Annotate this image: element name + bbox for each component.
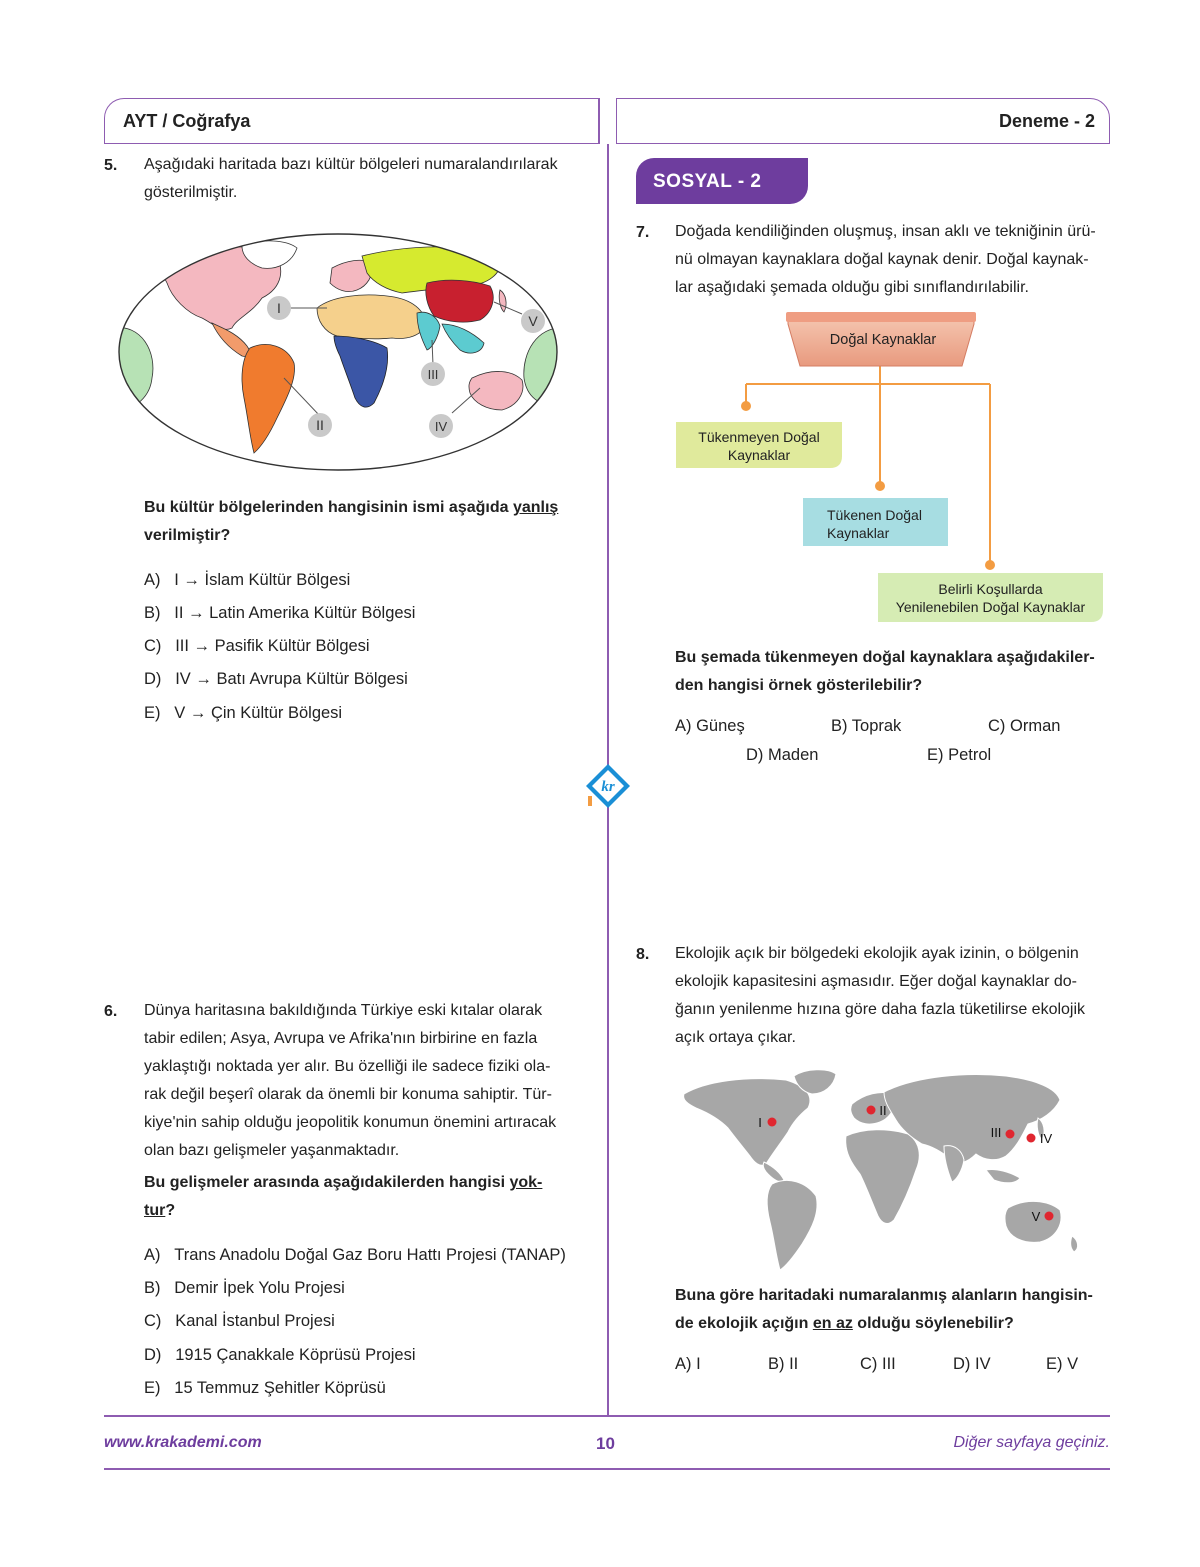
q6-option-c[interactable] — [144, 1312, 335, 1331]
q5-map-label: V — [528, 313, 538, 329]
q5-map-label: I — [277, 300, 281, 316]
q8-map-label: IV — [1039, 1131, 1053, 1146]
q6-question-underlined: yok- — [509, 1174, 543, 1191]
q8-text-line: açık ortaya çıkar. — [675, 1029, 796, 1046]
publisher-logo-text: kr — [601, 779, 615, 795]
header-exam-title: Deneme - 2 — [998, 111, 1095, 131]
q5-option-letter: A) — [144, 571, 161, 589]
q5-option-letter: D) — [144, 670, 162, 688]
footer-top-rule — [104, 1415, 1110, 1417]
q8-map-label: II — [879, 1103, 887, 1118]
q5-option-letter: C) — [144, 637, 162, 655]
q6-option-text: Demir İpek Yolu Projesi — [174, 1279, 345, 1297]
q8-text-line: ğanın yenilenme hızına göre daha fazla tüketilirse ekolojik — [675, 1001, 1086, 1018]
q6-option-text: Trans Anadolu Doğal Gaz Boru Hattı Projesi (TANAP) — [174, 1246, 566, 1264]
q8-option-e[interactable]: E) V — [1046, 1355, 1079, 1373]
q6-question-underlined: tur — [144, 1202, 166, 1219]
q5-question — [144, 494, 584, 550]
section-badge: SOSYAL - 2 — [636, 158, 808, 204]
q6-option-letter: A) — [144, 1246, 161, 1264]
q5-number: 5. — [104, 157, 118, 174]
q6-option-letter: B) — [144, 1279, 161, 1297]
q8-map-label: I — [758, 1115, 762, 1130]
q7-option-e[interactable]: E) Petrol — [927, 746, 992, 764]
q5-question-underlined: yanlış — [512, 499, 559, 516]
q5-option-text: I → İslam Kültür Bölgesi — [174, 571, 351, 589]
footer-page-number: 10 — [596, 1434, 615, 1453]
q6-option-d[interactable] — [144, 1346, 416, 1365]
q5-text-line: Aşağıdaki haritada bazı kültür bölgeleri numaralandırılarak — [144, 156, 558, 173]
q6-text-line: rak değil beşerî olarak da önemli bir konuma sahiptir. Tür- — [144, 1086, 552, 1103]
q5-map-marker-III — [421, 362, 445, 386]
q5-map-marker-II — [308, 413, 332, 437]
q8-option-b[interactable]: B) II — [768, 1355, 799, 1373]
q8-question-part: de ekolojik açığın — [675, 1315, 813, 1332]
footer-bottom-rule — [104, 1468, 1110, 1470]
q5-question-part: verilmiştir? — [144, 527, 231, 544]
q7-text-line: Doğada kendiliğinden oluşmuş, insan aklı ve tekniğinin ürü- — [675, 223, 1096, 240]
q7-node-line: Kaynaklar — [727, 447, 791, 463]
q6-question-part: ? — [165, 1202, 176, 1219]
q5-map-marker-I — [267, 296, 291, 320]
q7-text-line: nü olmayan kaynaklara doğal kaynak denir. Doğal kaynak- — [675, 251, 1089, 268]
header-left-box — [104, 98, 600, 144]
q7-node-root: Doğal Kaynaklar — [829, 332, 937, 348]
q5-map-marker-IV — [429, 414, 453, 438]
q6-text-line: kiye'nin sahip olduğu jeopolitik konumun önemini artıracak — [144, 1114, 557, 1131]
q7-text — [675, 218, 1111, 302]
q6-option-b[interactable] — [144, 1279, 345, 1298]
q5-option-b[interactable] — [144, 604, 415, 623]
q7-option-c[interactable]: C) Orman — [988, 717, 1061, 735]
q7-question-line: Bu şemada tükenmeyen doğal kaynaklara aşağıdakiler- — [675, 649, 1095, 666]
q5-option-letter: E) — [144, 704, 161, 722]
q8-question-part: olduğu söylenebilir? — [852, 1315, 1014, 1332]
q5-map-label: IV — [434, 419, 448, 434]
q5-option-text: II → Latin Amerika Kültür Bölgesi — [174, 604, 416, 622]
footer-next-page: Diğer sayfaya geçiniz. — [953, 1434, 1110, 1451]
header-left-cap — [598, 98, 600, 144]
q6-text-line: olan bazı gelişmeler yaşanmaktadır. — [144, 1142, 400, 1159]
q7-number: 7. — [636, 224, 650, 241]
q8-text-line: ekolojik kapasitesini aşmasıdır. Eğer doğal kaynaklar do- — [675, 973, 1077, 990]
q8-question-underlined: en az — [812, 1315, 853, 1332]
q6-number: 6. — [104, 1003, 118, 1020]
q5-option-text: V → Çin Kültür Bölgesi — [174, 704, 343, 722]
q6-question — [144, 1169, 580, 1225]
q6-option-text: 15 Temmuz Şehitler Köprüsü — [174, 1379, 386, 1397]
q7-option-d[interactable]: D) Maden — [746, 746, 819, 764]
q6-option-letter: D) — [144, 1346, 162, 1364]
footer-website: www.krakademi.com — [104, 1434, 262, 1451]
q5-text — [144, 151, 584, 207]
q8-world-map — [676, 1066, 1088, 1276]
q8-text — [675, 940, 1111, 1052]
q8-text-line: Ekolojik açık bir bölgedeki ekolojik ayak izinin, o bölgenin — [675, 945, 1079, 962]
q6-text — [144, 997, 580, 1165]
q6-option-a[interactable] — [144, 1246, 566, 1265]
q6-option-e[interactable] — [144, 1379, 386, 1398]
q7-node-exhaustible — [803, 506, 948, 542]
q6-option-letter: E) — [144, 1379, 161, 1397]
q8-option-c[interactable]: C) III — [860, 1355, 896, 1373]
q5-question-part: Bu kültür bölgelerinden hangisinin ismi aşağıda — [144, 499, 513, 516]
q8-map-label: III — [990, 1125, 1002, 1140]
q6-text-line: Dünya haritasına bakıldığında Türkiye eski kıtalar olarak — [144, 1002, 543, 1019]
header-right-box — [616, 98, 1110, 144]
q6-question-part: Bu gelişmeler arasında aşağıdakilerden hangisi — [144, 1174, 510, 1191]
q7-text-line: lar aşağıdaki şemada olduğu gibi sınıflandırılabilir. — [675, 279, 1029, 296]
q6-text-line: yaklaştığı noktada yer alır. Bu özelliği ile sadece fiziki ola- — [144, 1058, 551, 1075]
q6-text-line: tabir edilen; Asya, Avrupa ve Afrika'nın birbirine en fazla — [144, 1030, 538, 1047]
q7-option-a[interactable]: A) Güneş — [675, 717, 745, 735]
q7-node-line: Tükenen Doğal — [827, 507, 922, 523]
q7-question-line: den hangisi örnek gösterilebilir? — [675, 677, 923, 694]
q7-node-line: Kaynaklar — [827, 525, 890, 541]
q7-question — [675, 644, 1115, 700]
q5-option-c[interactable] — [144, 637, 370, 656]
q6-option-text: Kanal İstanbul Projesi — [175, 1312, 335, 1330]
q5-option-a[interactable] — [144, 571, 350, 590]
q8-option-a[interactable]: A) I — [675, 1355, 701, 1373]
q5-map-label: II — [316, 417, 324, 433]
header-subject: AYT / Coğrafya — [123, 111, 251, 131]
q7-node-renewable — [676, 428, 842, 464]
q6-option-letter: C) — [144, 1312, 162, 1330]
q7-node-conditional — [878, 580, 1103, 616]
q5-option-letter: B) — [144, 604, 161, 622]
q6-option-text: 1915 Çanakkale Köprüsü Projesi — [175, 1346, 416, 1364]
q5-option-text: IV → Batı Avrupa Kültür Bölgesi — [175, 670, 408, 688]
publisher-logo-icon — [584, 762, 634, 810]
q5-map-label: III — [427, 367, 439, 382]
q5-text-line: gösterilmiştir. — [144, 184, 238, 201]
q5-map-marker-V — [521, 309, 545, 333]
q8-question-line: Buna göre haritadaki numaralanmış alanların hangisin- — [675, 1287, 1093, 1304]
q7-node-line: Tükenmeyen Doğal — [698, 429, 820, 445]
q8-option-d[interactable]: D) IV — [953, 1355, 991, 1373]
q8-map-label: V — [1031, 1209, 1041, 1224]
q8-question — [675, 1282, 1115, 1338]
q8-number: 8. — [636, 946, 650, 963]
q5-option-text: III → Pasifik Kültür Bölgesi — [175, 637, 370, 655]
q5-option-e[interactable] — [144, 704, 342, 723]
q7-option-b[interactable]: B) Toprak — [831, 717, 902, 735]
q5-option-d[interactable] — [144, 670, 408, 689]
q7-node-line: Belirli Koşullarda — [938, 581, 1043, 597]
q7-node-line: Yenilenebilen Doğal Kaynaklar — [895, 599, 1086, 615]
q5-culture-map — [112, 228, 564, 476]
